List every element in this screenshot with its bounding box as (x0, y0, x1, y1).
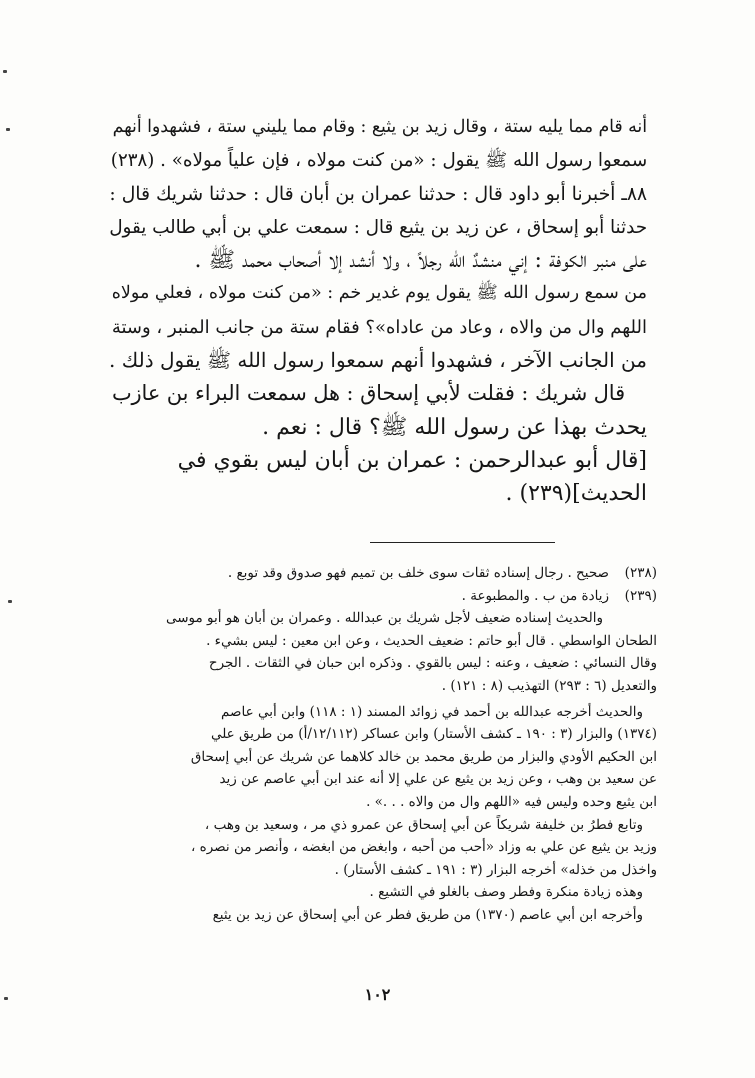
main-line: [قال أبو عبدالرحمن : عمران بن أبان ليس بقوي في (177, 447, 647, 473)
footnote-number: (٢٣٨) (624, 565, 657, 581)
main-line: على منبر الكوفة : إني منشدٌ الله رجلاً ، ولا أنشد إلا أصحاب محمد ﷺ . (194, 248, 647, 274)
main-line: قال شريك : فقلت لأبي إسحاق : هل سمعت البراء بن عازب (111, 381, 625, 406)
footnote-separator (370, 542, 555, 543)
scan-speck (6, 128, 10, 131)
main-line: من سمع رسول الله ﷺ يقول يوم غدير خم : «من كنت مولاه ، فعلي مولاه (111, 283, 647, 304)
footnote-line: وزيد بن يثيع عن علي به وزاد «أحب من أحبه ، وابغض من ابغضه ، وأنصر من نصره ، (191, 839, 657, 856)
page-number: ١٠٢ (364, 985, 391, 1004)
main-line: ٨٨ـ أخبرنا أبو داود قال : حدثنا عمران بن أبان قال : حدثنا شريك قال : (109, 183, 647, 205)
main-line: الحديث](٢٣٩) . (505, 481, 647, 507)
main-line: اللهم وال من والاه ، وعاد من عاداه»؟ فقام ستة من جانب المنبر ، وستة (111, 316, 647, 338)
main-line: سمعوا رسول الله ﷺ يقول : «من كنت مولاه ، فإن علياً مولاه» . (٢٣٨) (110, 150, 647, 172)
footnote-line: والحديث أخرجه عبدالله بن أحمد في زوائد المسند (١ : ١١٨) وابن أبي عاصم (221, 703, 643, 720)
footnote-238 (117, 562, 657, 585)
footnote-line: الطحان الواسطي . قال أبو حاتم : ضعيف الحديث ، وعن ابن معين : ليس بشيء . (206, 632, 657, 649)
main-line: أنه قام مما يليه ستة ، وقال زيد بن يثيع : وقام مما يليني ستة ، فشهدوا أنهم (112, 117, 647, 137)
footnote-line: ابن الحكيم الأودي والبزار من طريق محمد بن خالد كلاهما عن شريك عن أبي إسحاق (190, 748, 657, 765)
footnote-line: وقال النسائي : ضعيف ، وعنه : ليس بالقوي . وذكره ابن حبان في الثقات . الجرح (208, 655, 657, 672)
main-line: حدثنا أبو إسحاق ، عن زيد بن يثيع قال : سمعت علي بن أبي طالب يقول (109, 216, 647, 238)
footnote-line: والحديث إسناده ضعيف لأجل شريك بن عبدالله . وعمران بن أبان هو أبو موسى (165, 610, 603, 627)
scan-speck (8, 600, 12, 603)
scan-speck (3, 70, 7, 73)
main-text (107, 111, 647, 511)
footnote-line: (١٣٧٤) والبزار (٣ : ١٩٠ ـ كشف الأستار) وابن عساكر (١٢/١١٢/أ) من طريق علي (210, 726, 657, 743)
main-line: من الجانب الآخر ، فشهدوا أنهم سمعوا رسول الله ﷺ يقول ذلك . (109, 348, 647, 373)
scan-speck (4, 997, 8, 1000)
footnote-239 (117, 585, 657, 608)
footnote-line: ابن يثيع وحده وليس فيه «اللهم وال من والاه . . .» . (366, 793, 657, 810)
footnote-line: وهذه زيادة منكرة وفطر وصف بالغلو في التشيع . (369, 884, 643, 901)
footnote-number: (٢٣٩) (624, 587, 657, 604)
footnote-line: وتابع فطرُ بن خليفة شريكاً عن أبي إسحاق عن عمرو ذي مر ، وسعيد بن وهب ، (204, 816, 643, 833)
footnote-line: والتعديل (٦ : ٢٩٣) التهذيب (٨ : ١٢١) . (441, 677, 657, 694)
footnote-text: زيادة من ب . والمطبوعة . (461, 587, 609, 604)
main-line: يحدث بهذا عن رسول الله ﷺ؟ قال : نعم . (262, 414, 647, 440)
footnote-line: واخذل من خذله» أخرجه البزار (٣ : ١٩١ ـ كشف الأستار) . (334, 861, 657, 878)
footnotes (117, 562, 657, 927)
footnote-line: وأخرجه ابن أبي عاصم (١٣٧٠) من طريق فطر عن أبي إسحاق عن زيد بن يثيع (212, 906, 643, 923)
footnote-line: عن سعيد بن وهب ، وعن زيد بن يثيع عن علي إلا أنه عند ابن أبي عاصم عن زيد (219, 771, 657, 788)
footnote-text: صحيح . رجال إسناده ثقات سوى خلف بن تميم فهو صدوق وقد توبع . (227, 565, 609, 581)
